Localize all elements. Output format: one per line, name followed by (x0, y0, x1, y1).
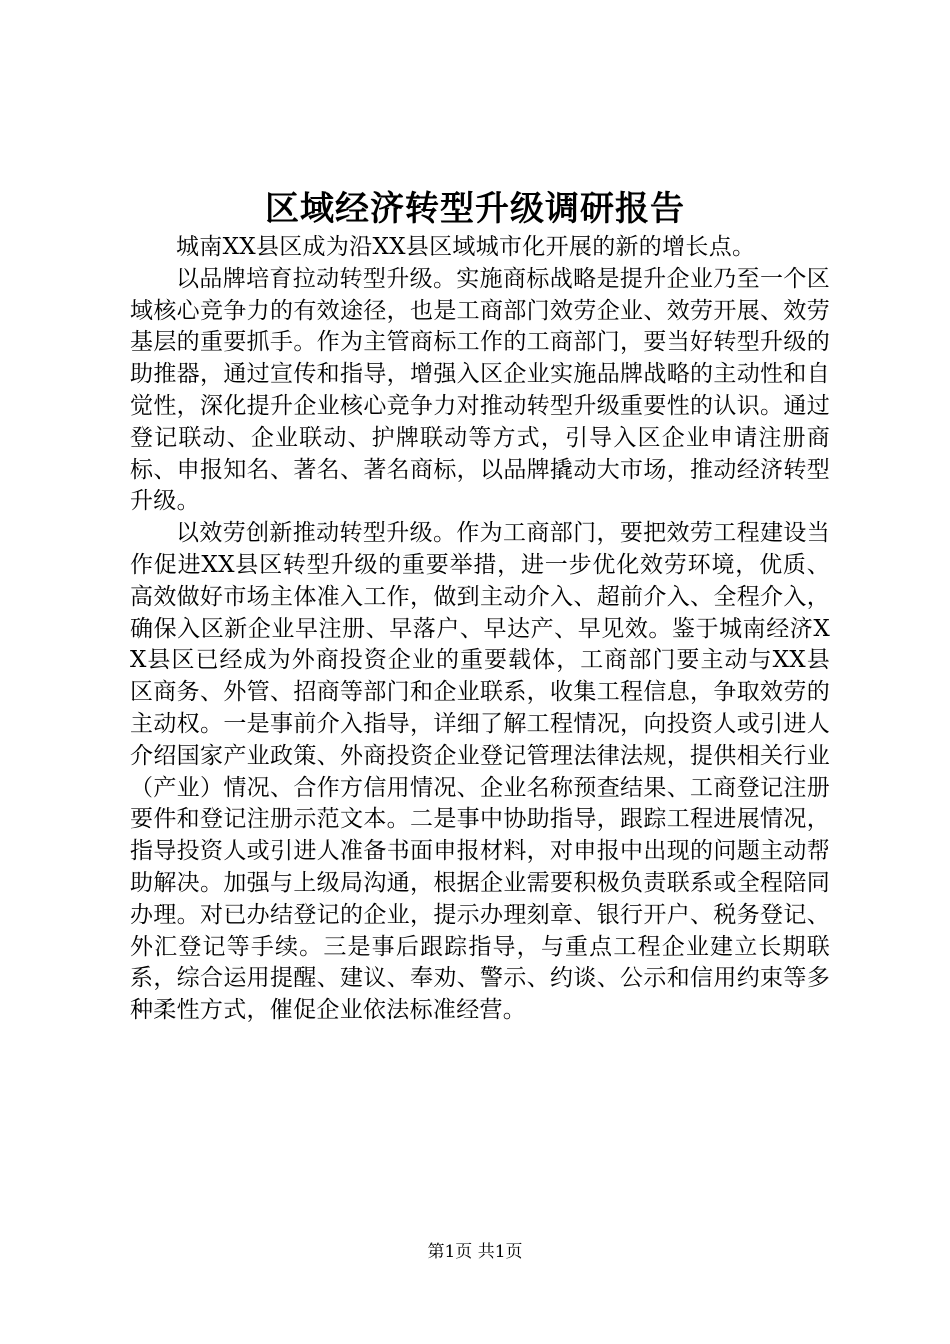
paragraph-intro: 城南XX县区成为沿XX县区域城市化开展的新的增长点。 (176, 234, 756, 260)
document-body (130, 232, 830, 1027)
paragraph-brand: 以品牌培育拉动转型升级。实施商标战略是提升企业乃至一个区域核心竞争力的有效途径，也是工商部门效劳企业、效劳开展、效劳基层的重要抓手。作为主管商标工作的工商部门，要当好转型升级的助推器，通过宣传和指导，增强入区企业实施品牌战略的主动性和自觉性，深化提升企业核心竞争力对推动转型升级重要性的认识。通过登记联动、企业联动、护牌联动等方式，引导入区企业申请注册商标、申报知名、著名、著名商标，以品牌撬动大市场，推动经济转型升级。 (130, 265, 830, 515)
document-title: 区域经济转型升级调研报告 (265, 189, 685, 229)
paragraph-service: 以效劳创新推动转型升级。作为工商部门，要把效劳工程建设当作促进XX县区转型升级的重要举措，进一步优化效劳环境，优质、高效做好市场主体准入工作，做到主动介入、超前介入、全程介入，确保入区新企业早注册、早落户、早达产、早见效。鉴于城南经济XX县区已经成为外商投资企业的重要载体，工商部门要主动与XX县区商务、外管、招商等部门和企业联系，收集工程信息，争取效劳的主动权。一是事前介入指导，详细了解工程情况，向投资人或引进人介绍国家产业政策、外商投资企业登记管理法律法规，提供相关行业（产业）情况、合作方信用情况、企业名称预查结果、工商登记注册要件和登记注册示范文本。二是事中协助指导，跟踪工程进展情况，指导投资人或引进人准备书面申报材料，对申报中出现的问题主动帮助解决。加强与上级局沟通，根据企业需要积极负责联系或全程陪同办理。对已办结登记的企业，提示办理刻章、银行开户、税务登记、外汇登记等手续。三是事后跟踪指导，与重点工程企业建立长期联系，综合运用提醒、建议、奉劝、警示、约谈、公示和信用约束等多种柔性方式，催促企业依法标准经营。 (130, 520, 830, 1024)
page-footer: 第1页 共1页 (427, 1242, 523, 1262)
